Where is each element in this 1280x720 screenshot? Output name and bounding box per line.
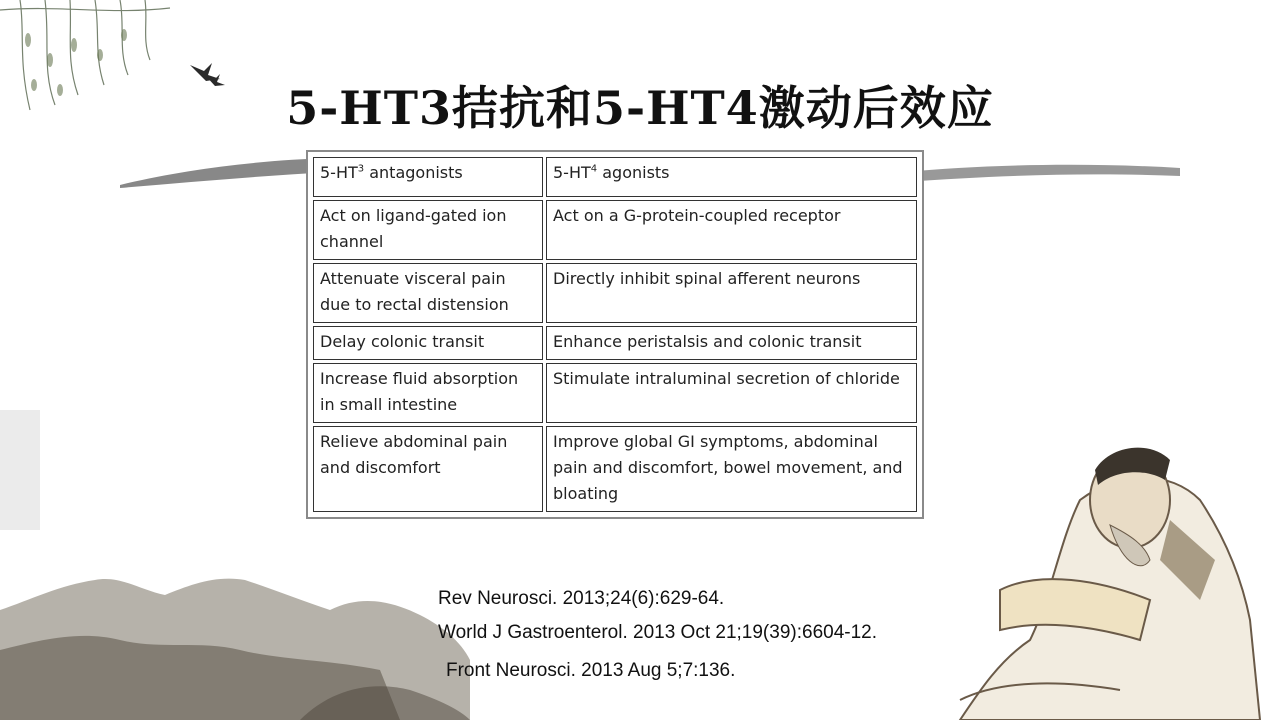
- slide-title: 5-HT3拮抗和5-HT4激动后效应: [286, 81, 994, 135]
- table-cell-agonist: Directly inhibit spinal afferent neurons: [546, 263, 917, 323]
- table-cell-agonist: Act on a G-protein-coupled receptor: [546, 200, 917, 260]
- table-row: [313, 363, 917, 423]
- header-antagonists: $5-HT^3$ antagonists: [313, 157, 543, 197]
- reference-1: Rev Neurosci. 2013;24(6):629-64.: [438, 588, 725, 609]
- table-row: [313, 426, 917, 512]
- table-cell-agonist: Stimulate intraluminal secretion of chloride: [546, 363, 917, 423]
- table-cell-agonist: Enhance peristalsis and colonic transit: [546, 326, 917, 360]
- reference-2: World J Gastroenterol. 2013 Oct 21;19(39):6604-12.: [438, 622, 878, 643]
- table-cell-antagonist: Increase fluid absorption in small intestine: [313, 363, 543, 423]
- ink-band-left: [120, 158, 330, 188]
- sage-figure: [960, 448, 1260, 720]
- table-row: [313, 326, 917, 360]
- ink-band-right: [905, 165, 1180, 182]
- table-cell-antagonist: Act on ligand-gated ion channel: [313, 200, 543, 260]
- table-row: [313, 200, 917, 260]
- table-cell-antagonist: Relieve abdominal pain and discomfort: [313, 426, 543, 512]
- table-cell-agonist: Improve global GI symptoms, abdominal pain and discomfort, bowel movement, and bloating: [546, 426, 917, 512]
- table-cell-antagonist: Delay colonic transit: [313, 326, 543, 360]
- reference-3: Front Neurosci. 2013 Aug 5;7:136.: [446, 660, 736, 681]
- header-agonists: $5-HT^4$ agonists: [546, 157, 917, 197]
- table-cell-antagonist: Attenuate visceral pain due to rectal distension: [313, 263, 543, 323]
- ink-mountains: [0, 579, 470, 720]
- comparison-table: [306, 150, 924, 519]
- table-header-row: [313, 157, 917, 197]
- table-row: [313, 263, 917, 323]
